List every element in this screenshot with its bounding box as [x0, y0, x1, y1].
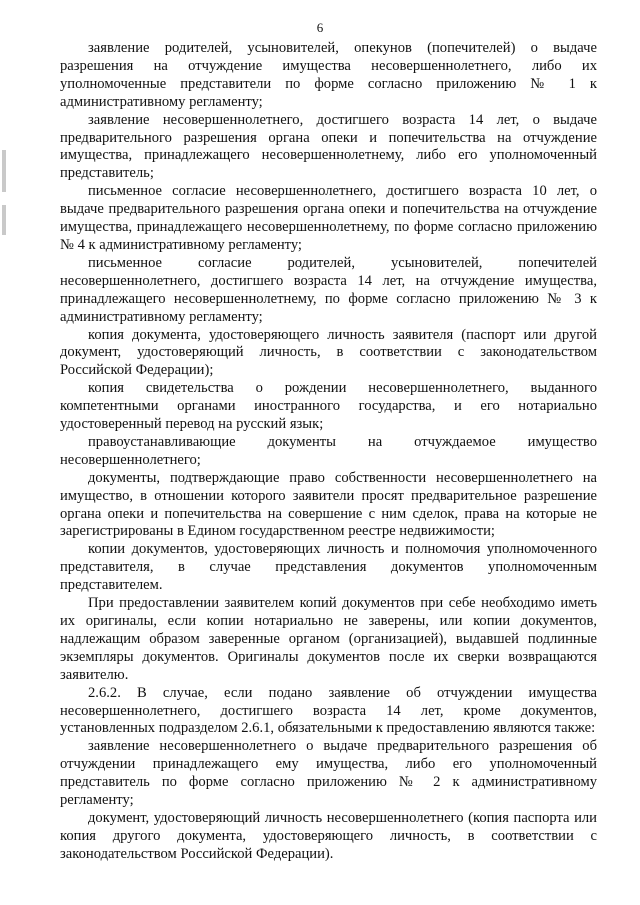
document-body	[60, 40, 597, 864]
paragraph-parents-consent: письменное согласие родителей, усыновителей, попечителей несовершеннолетнего, достигшего возраста 14 лет, на отчуждение имущества, принадлежащего несовершеннолетнему, по форме согласно приложению № 3 к административному регламенту;	[60, 254, 597, 325]
paragraph-title-documents: правоустанавливающие документы на отчуждаемое имущество несовершеннолетнего;	[60, 433, 597, 468]
paragraph-minor-id-document: документ, удостоверяющий личность несовершеннолетнего (копия паспорта или копия другого документа, удостоверяющего личность, в соответствии с законодательством Российской Федерации).	[60, 809, 597, 862]
paragraph-minor-14-application: заявление несовершеннолетнего, достигшего возраста 14 лет, о выдаче предварительного разрешения органа опеки и попечительства на отчуждение имущества, принадлежащего несовершеннолетнему, либо его уполномоченный представитель;	[60, 111, 597, 182]
paragraph-birth-certificate-copy: копия свидетельства о рождении несовершеннолетнего, выданного компетентными органами иностранного государства, и его нотариально удостоверенный перевод на русский язык;	[60, 380, 597, 433]
paragraph-section-2-6-2: 2.6.2. В случае, если подано заявление об отчуждении имущества несовершеннолетнего, достигшего возраста 14 лет, кроме документов, установленных подразделом 2.6.1, обязательными к предоставлению являются также:	[60, 684, 597, 737]
scan-margin-mark	[2, 205, 6, 235]
paragraph-minor-application: заявление несовершеннолетнего о выдаче предварительного разрешения об отчуждении принадлежащего ему имущества, либо его уполномоченный представитель по форме согласно приложению № 2 к административному регламенту;	[60, 738, 597, 809]
paragraph-representative-documents: копии документов, удостоверяющих личность и полномочия уполномоченного представителя, в случае представления документов уполномоченным представителем.	[60, 541, 597, 594]
paragraph-ownership-documents: документы, подтверждающие право собственности несовершеннолетнего на имущество, в отношении которого заявители просят предварительное разрешение органа опеки и попечительства на совершение с ним сделок, права на которые не зарегистрированы в Едином государственном реестре недвижимости;	[60, 469, 597, 540]
paragraph-originals-note: При предоставлении заявителем копий документов при себе необходимо иметь их оригиналы, если копии нотариально не заверены, или копии документов, надлежащим образом заверенные органом (организацией), выдавшей подлинные экземпляры документов. Оригиналы документов после их сверки возвращаются заявителю.	[60, 595, 597, 683]
scan-margin-mark	[2, 150, 6, 192]
paragraph-minor-10-consent: письменное согласие несовершеннолетнего, достигшего возраста 10 лет, о выдаче предварительного разрешения органа опеки и попечительства на отчуждение имущества, принадлежащего несовершеннолетнему, по форме согласно приложению № 4 к административному регламенту;	[60, 183, 597, 253]
paragraph-parents-application: заявление родителей, усыновителей, опекунов (попечителей) о выдаче разрешения на отчуждение имущества несовершеннолетнего, либо их уполномоченные представители по форме согласно приложению № 1 к административному регламенту;	[60, 40, 597, 110]
page-number: 6	[316, 20, 324, 35]
paragraph-applicant-id-copy: копия документа, удостоверяющего личность заявителя (паспорт или другой документ, удостоверяющий личность, в соответствии с законодательством Российской Федерации);	[60, 326, 597, 379]
